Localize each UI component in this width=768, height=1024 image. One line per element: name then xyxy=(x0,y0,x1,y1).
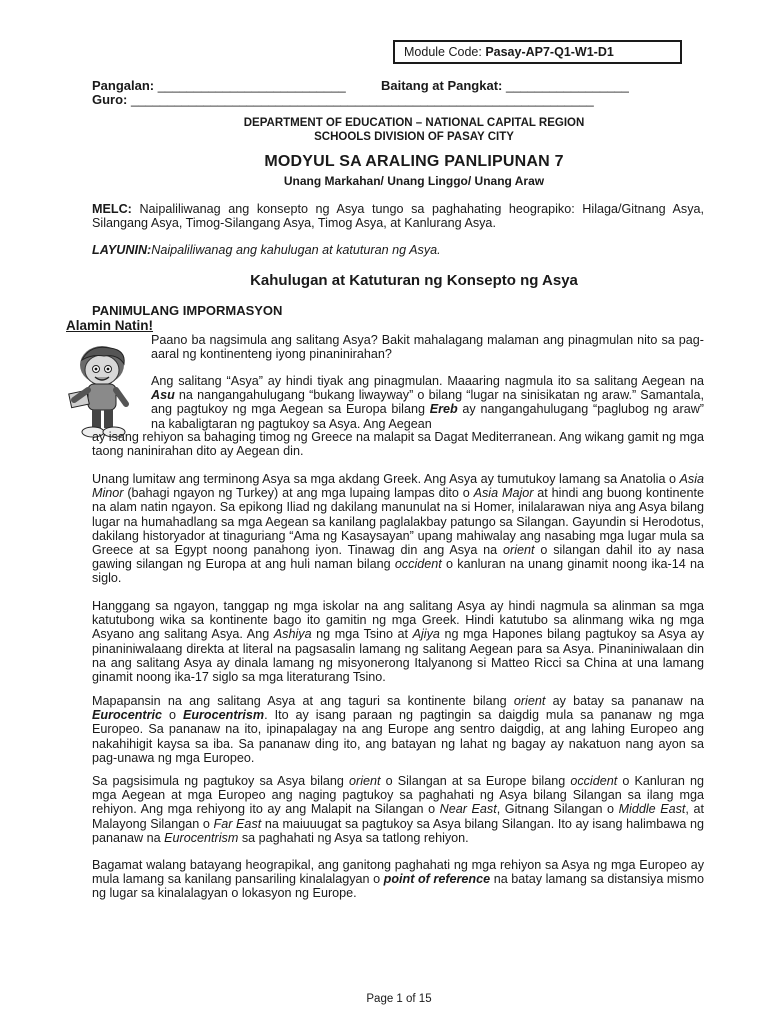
intro-paragraph: Paano ba nagsimula ang salitang Asya? Bakit mahalagang malaman ang pinagmulan nito sa pag-aaral ng kontinenteng iyong pinaninirahan? xyxy=(151,333,704,362)
paragraph-2 xyxy=(92,472,704,586)
layunin-paragraph xyxy=(92,243,704,257)
p4-text-d: . Ito ay isang paraan ng pagtingin sa daigdig mula sa pananaw ng mga Europeo. Sa pananaw na ito, ipinapalagay na ang Europe ang sentro daigdig, at ang lahing Europeo ang nakahihigit kaysa sa iba. Sa pananaw ding ito, ang batayan ng lahat ng bagay ay nakatuon nang ayon sa pag-unawa ng mga Europeo. xyxy=(92,708,704,765)
p2-term-occident: occident xyxy=(394,557,442,572)
paragraph-1a xyxy=(151,374,704,431)
p2-text-c: at hindi ang buong kontinente na alam natin ngayon. Sa epikong Iliad ng dakilang manunulat na si Homer, inilalarawan niya ang Asya bilang lugar na humahadlang sa mga Aegean sa kanilang paglalakbay patungo sa Silangan. Gayundin si Herodotus, dakilang historyador at tinaguriang “Ama ng Kasaysayan” upang mahiwalay ang nasabing mga lugar mula sa Greece at sa Egypt noong panahong iyon. Tinawag din ang Asya na xyxy=(92,486,704,558)
baitang-field[interactable] xyxy=(381,78,629,93)
p6-term-point-of-reference: point of reference xyxy=(383,872,491,887)
p1-term-ereb: Ereb xyxy=(429,402,458,417)
department-line: DEPARTMENT OF EDUCATION – NATIONAL CAPITAL REGION xyxy=(243,117,585,129)
p4-text-a: Mapapansin na ang salitang Asya at ang taguri sa kontinente bilang xyxy=(92,694,514,708)
guro-blank[interactable]: ________________________________________________________________ xyxy=(131,92,594,107)
p5-term-eurocentrism: Eurocentrism xyxy=(164,830,239,845)
p5-text-e: , at Malayong Silangan o xyxy=(92,802,704,831)
paragraph-3 xyxy=(92,599,704,684)
p5-text-f: na maiuuugat sa pagtukoy sa Asya bilang Silangan. Ito ay isang halimbawa ng pananaw na xyxy=(92,816,705,845)
paragraph-6 xyxy=(92,858,704,901)
p6-text-b: na batay lamang sa distansiya mismo ng lugar sa kinalalagyan o lokasyon ng Europe. xyxy=(92,872,704,901)
paragraph-4 xyxy=(92,694,704,765)
panimula-heading: PANIMULANG IMPORMASYON xyxy=(92,303,283,318)
p2-text-a: Unang lumitaw ang terminong Asya sa mga akdang Greek. Ang Asya ay tumutukoy lamang sa Anatolia o xyxy=(92,472,680,486)
pangalan-label: Pangalan: xyxy=(92,78,158,93)
p2-text-e: o kanluran na unang ginamit noong ika-14 na siglo. xyxy=(92,557,705,586)
section-heading: Kahulugan at Katuturan ng Konsepto ng Asya xyxy=(250,272,578,289)
melc-paragraph xyxy=(92,202,704,230)
module-code-value: Pasay-AP7-Q1-W1-D1 xyxy=(485,45,614,59)
p5-term-occident: occident xyxy=(570,774,618,788)
p5-term-middle-east: Middle East xyxy=(618,802,686,817)
p6-text-a: Bagamat walang batayang heograpikal, ang ganitong paghahati ng mga rehiyon sa Asya ng mga Europeo ay mula lamang sa kanilang pansariling kinalalagyan o xyxy=(92,858,704,887)
p5-text-d: , Gitnang Silangan o xyxy=(496,802,619,817)
p5-text-b: o Silangan at sa Europe bilang xyxy=(380,774,571,788)
module-code-box xyxy=(393,40,682,64)
layunin-text: Naipaliliwanag ang kahulugan at katuturan ng Asya. xyxy=(151,243,441,257)
p4-term-orient: orient xyxy=(513,694,546,708)
p2-term-asia-minor: Asia Minor xyxy=(92,472,704,501)
layunin-label: LAYUNIN: xyxy=(92,243,152,257)
alamin-heading: Alamin Natin! xyxy=(66,318,154,333)
p4-text-b: ay batay sa pananaw na xyxy=(545,694,704,708)
guro-label: Guro: xyxy=(92,92,131,107)
module-code-label: Module Code: xyxy=(404,45,486,59)
melc-label: MELC: xyxy=(92,202,132,216)
p4-term-eurocentric: Eurocentric xyxy=(92,708,162,723)
p5-term-far-east: Far East xyxy=(213,816,262,831)
p1-term-asu: Asu xyxy=(151,388,175,403)
pangalan-field[interactable] xyxy=(92,78,346,93)
p3-term-ashiya: Ashiya xyxy=(273,627,312,642)
paragraph-5 xyxy=(92,774,704,845)
module-title: MODYUL SA ARALING PANLIPUNAN 7 xyxy=(264,153,564,170)
baitang-label: Baitang at Pangkat: xyxy=(381,78,506,93)
p3-text-a: Hanggang sa ngayon, tanggap ng mga iskolar na ang salitang Asya ay hindi nagmula sa alinman sa mga katutubong wika sa kontinente bago ito gamitin ng mga Greek. Hindi katutubo sa alinmang wika ng mga Asyano ang salitang Asya. Ang xyxy=(92,599,704,642)
p1-text-c: ay nangangahulugang “paglubog ng araw” na kabaligtaran ng pagtukoy sa Asya. Ang Aegean xyxy=(151,402,704,431)
module-subtitle: Unang Markahan/ Unang Linggo/ Unang Araw xyxy=(283,174,545,188)
p4-term-eurocentrism: Eurocentrism xyxy=(182,708,265,723)
p3-text-b: ng mga Tsino at xyxy=(311,627,413,642)
p5-term-orient: orient xyxy=(349,774,381,788)
p5-term-near-east: Near East xyxy=(439,802,497,817)
paragraph-1b: ay isang rehiyon sa bahaging timog ng Greece na malapit sa Dagat Mediterranean. Ang wikang gamit ng mga taong naninirahan dito ay Aegean din. xyxy=(92,430,704,459)
p2-text-d: o silangan dahil ito ay nasa gawing silangan ng Europa at ang huli naman bilang xyxy=(92,543,704,572)
p2-term-orient: orient xyxy=(503,543,535,558)
p4-text-c: o xyxy=(162,708,183,723)
p3-text-c: ng mga Hapones bilang pagtukoy sa Asya ay pinaniniwalaang direkta at literal na pagsasalin lamang ng salitang Aegean para sa Asya. Pinaniniwalaan din na ang salitang Asya ay dinala lamang ng misyonerong Italyanong si Matteo Ricci sa China at una lamang ginamit noong ika-17 siglo sa mga literaturang Tsino. xyxy=(92,627,704,685)
pangalan-blank[interactable]: __________________________ xyxy=(157,78,346,93)
student-cartoon-icon xyxy=(60,340,142,440)
p2-term-asia-major: Asia Major xyxy=(473,486,534,501)
p1-text-b: na nangangahulugang “bukang liwayway” o bilang “lugar na sinisikatan ng araw.” Samantala, ang pagtukoy ng mga Aegean sa Europa bilang xyxy=(151,388,704,417)
p5-text-g: sa paghahati ng Asya sa tatlong rehiyon. xyxy=(238,830,469,845)
division-line: SCHOOLS DIVISION OF PASAY CITY xyxy=(314,131,514,143)
page-number: Page 1 of 15 xyxy=(366,993,432,1005)
guro-field[interactable] xyxy=(92,92,594,107)
p5-text-a: Sa pagsisimula ng pagtukoy sa Asya bilang xyxy=(92,774,349,788)
p3-term-ajiya: Ajiya xyxy=(412,627,440,642)
melc-text: Naipaliliwanag ang konsepto ng Asya tungo sa paghahating heograpiko: Hilaga/Gitnang Asya, Silangang Asya, Timog-Silangang Asya, Timog Asya, at Kanlurang Asya. xyxy=(92,202,704,231)
p5-text-c: o Kanluran ng mga Aegean at mga Europeo ang naging pagtukoy sa paghahati ng Asya bilang Silangan sa ilang mga rehiyon. Ang mga rehiyong ito ay ang Malapit na Silangan o xyxy=(92,774,704,817)
p2-text-b: (bahagi ngayon ng Turkey) at ang mga lupaing lampas dito o xyxy=(123,486,474,501)
baitang-blank[interactable]: _________________ xyxy=(505,78,629,93)
p1-text-a: Ang salitang “Asya” ay hindi tiyak ang pinagmulan. Maaaring nagmula ito sa salitang Aegean na xyxy=(151,374,704,388)
